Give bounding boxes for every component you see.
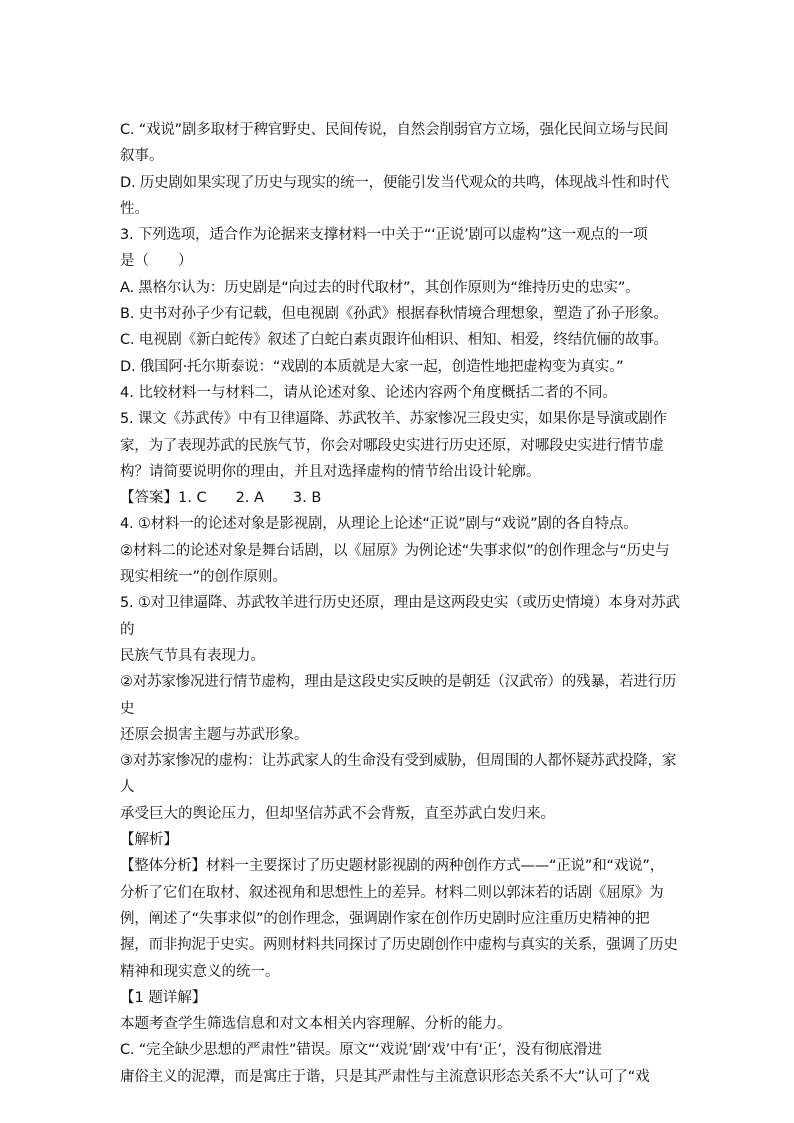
text-line: C. “戏说”剧多取材于稗官野史、民间传说，自然会削弱官方立场，强化民间立场与民间 (120, 122, 669, 138)
question-4: 4. 比较材料一与材料二，请从论述对象、论述内容两个角度概括二者的不同。 (120, 384, 617, 401)
analysis-heading: 【解析】 (120, 832, 178, 849)
text-line: 本题考查学生筛选信息和对文本相关内容理解、分析的能力。 (120, 1016, 512, 1033)
answer-4-2: ②材料二的论述对象是舞台话剧，以《屈原》为例论述“失事求似”的创作理念与“历史与 (120, 542, 670, 559)
question-5: 5. 课文《苏武传》中有卫律逼降、苏武牧羊、苏家惨况三段史实，如果你是导演或剧作 (120, 411, 667, 428)
option-d: D. 俄国阿·托尔斯泰说：“戏剧的本质就是大家一起，创造性地把虚构变为真实。” (120, 358, 624, 375)
answer-5-1: 5. ①对卫律逼降、苏武牧羊进行历史还原，理由是这两段史实（或历史情境）本身对苏武的 (120, 595, 680, 638)
text-line: C. “完全缺少思想的严肃性”错误。原文“‘戏说’剧‘戏’中有‘正’，没有彻底滑进 (120, 1042, 602, 1059)
text-line: 握，而非拘泥于史实。两则材料共同探讨了历史剧创作中虚构与真实的关系，强调了历史 (120, 937, 678, 954)
text-line: 例，阐述了“失事求似”的创作理念，强调剧作家在创作历史剧时应注重历史精神的把 (120, 910, 650, 927)
overall-analysis: 【整体分析】材料一主要探讨了历史题材影视剧的两种创作方式——“正说”和“戏说”， (120, 858, 665, 875)
document-body (120, 117, 680, 1090)
text-line: 性。 (120, 200, 149, 217)
text-line: 还原会损害主题与苏武形象。 (120, 726, 309, 743)
option-b: B. 史书对孙子少有记载，但电视剧《孙武》根据春秋情境合理想象，塑造了孙子形象。 (120, 306, 668, 323)
answer-5-2: ②对苏家惨况进行情节虚构，理由是这段史实反映的是朝廷（汉武帝）的残暴，若进行历史 (120, 674, 677, 717)
text-line: 民族气节具有表现力。 (120, 647, 265, 664)
text-line: 分析了它们在取材、叙述视角和思想性上的差异。材料二则以郭沫若的话剧《屈原》为 (120, 884, 664, 901)
text-line: 家，为了表现苏武的民族气节，你会对哪段史实进行历史还原，对哪段史实进行情节虚 (120, 437, 664, 454)
answer-heading: 【答案】1. C 2. A 3. B (120, 490, 322, 507)
text-line: 叙事。 (120, 148, 164, 165)
option-c: C. 电视剧《新白蛇传》叙述了白蛇白素贞跟许仙相识、相知、相爱，终结伉俪的故事。 (120, 332, 668, 349)
text-line: D. 历史剧如果实现了历史与现实的统一，便能引发当代观众的共鸣，体现战斗性和时代 (120, 174, 669, 191)
text-line: 是（ ） (120, 253, 193, 270)
text-line: 承受巨大的舆论压力，但却坚信苏武不会背叛，直至苏武白发归来。 (120, 805, 555, 822)
text-line: 构？请简要说明你的理由，并且对选择虚构的情节给出设计轮廓。 (120, 463, 541, 480)
text-line: 精神和现实意义的统一。 (120, 963, 280, 980)
answer-5-3: ③对苏家惨况的虚构：让苏武家人的生命没有受到威胁，但周围的人都怀疑苏武投降，家人 (120, 753, 677, 796)
answer-4-1: 4. ①材料一的论述对象是影视剧，从理论上论述“正说”剧与“戏说”剧的各自特点。 (120, 516, 638, 533)
option-a: A. 黑格尔认为：历史剧是“向过去的时代取材”，其创作原则为“维持历史的忠实”。 (120, 279, 640, 296)
text-line: 庸俗主义的泥潭，而是寓庄于谐，只是其严肃性与主流意识形态关系不大”认可了“戏 (120, 1068, 650, 1085)
detail-heading-1: 【1 题详解】 (120, 989, 207, 1006)
text-line: 现实相统一”的创作原则。 (120, 569, 288, 586)
question-3: 3. 下列选项，适合作为论据来支撑材料一中关于“‘正说’剧可以虚构”这一观点的一项 (120, 227, 648, 244)
